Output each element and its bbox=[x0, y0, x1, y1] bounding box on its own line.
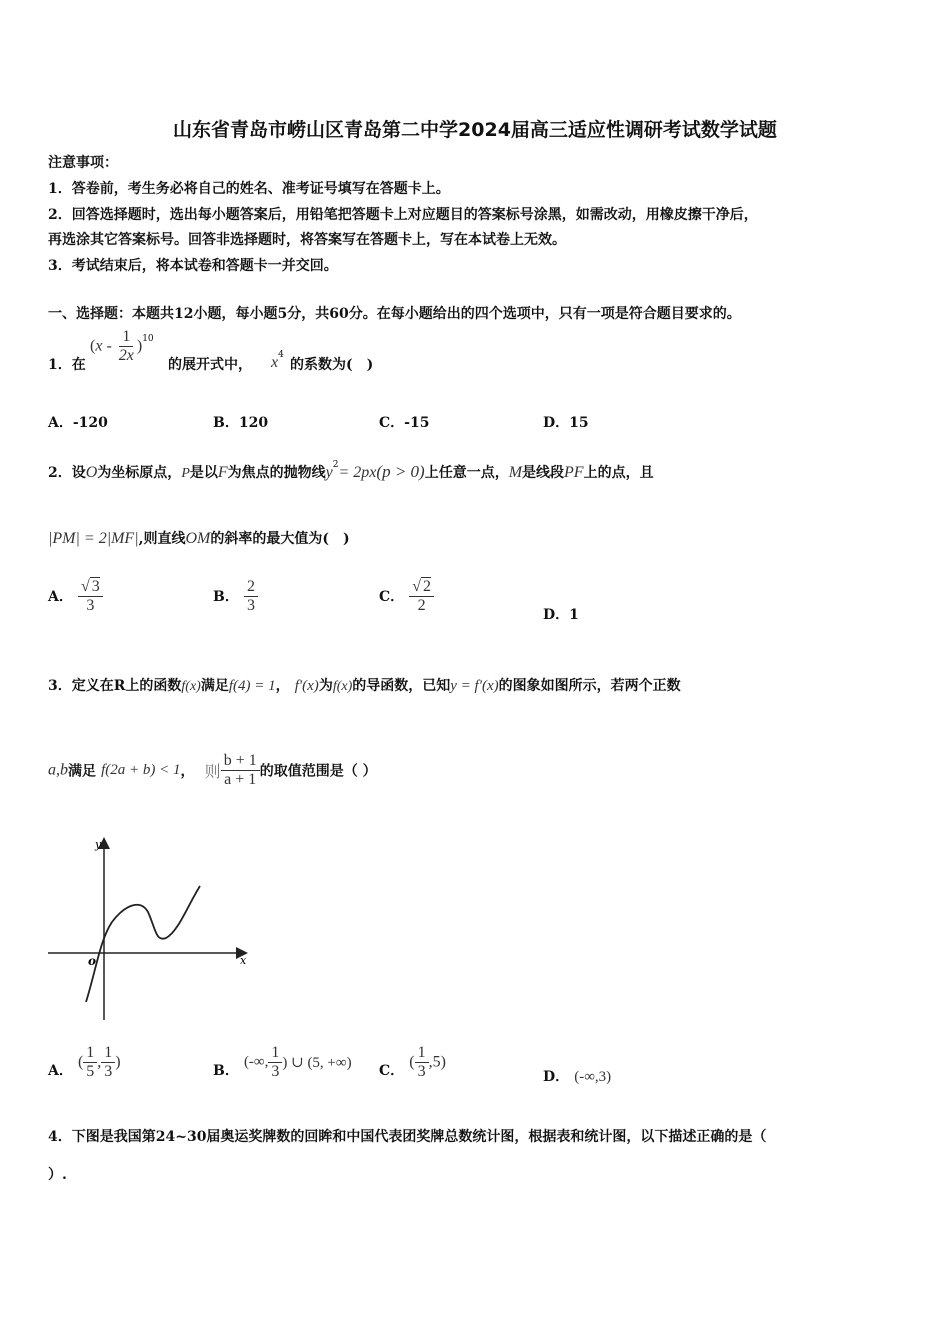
option-label: A． bbox=[48, 589, 73, 605]
math-exp: 2 bbox=[332, 460, 339, 470]
q3-line2 bbox=[48, 752, 377, 789]
q2-line2 bbox=[48, 525, 350, 552]
q1-option-a bbox=[48, 412, 108, 432]
notice-heading: 注意事项： bbox=[48, 155, 118, 171]
q3-text: ， bbox=[180, 763, 195, 780]
q2-text: 为坐标原点， bbox=[97, 465, 182, 481]
math-text: , bbox=[97, 1053, 102, 1071]
q1-paren-close: ) bbox=[136, 337, 143, 355]
q3-line1 bbox=[48, 672, 681, 700]
q3-option-d bbox=[543, 1066, 611, 1086]
notice-item: 3．考试结束后，将本试卷和答题卡一并交回。 bbox=[48, 258, 338, 274]
notice-item: 2．回答选择题时，选出每小题答案后，用铅笔把答题卡上对应题目的答案标号涂黑，如需改动，用橡皮擦干净后， bbox=[48, 207, 758, 223]
math-P: P bbox=[181, 466, 190, 481]
q4-line1: 4．下图是我国第24~30届奥运奖牌数的回眸和中国代表团奖牌总数统计图，根据表和统计图，以下描述正确的是（ bbox=[48, 1129, 767, 1145]
frac-den: 3 bbox=[271, 1063, 280, 1080]
math-OM: OM bbox=[185, 530, 211, 547]
q1-option-c bbox=[379, 412, 429, 432]
derivative-graph bbox=[40, 830, 260, 1030]
q1-frac-num: 1 bbox=[119, 328, 133, 347]
frac-num: 2 bbox=[244, 578, 258, 597]
section-heading: 一、选择题：本题共12小题，每小题5分，共60分。在每小题给出的四个选项中，只有一项是符合题目要求的。 bbox=[48, 306, 741, 322]
math-fx: f(x) bbox=[181, 679, 201, 694]
math-f4: f(4) = 1 bbox=[228, 678, 276, 694]
math-fpx: f′(x) bbox=[294, 678, 319, 694]
q1-x4: x bbox=[271, 354, 279, 371]
math-ab: a,b bbox=[48, 761, 68, 779]
frac-den: 5 bbox=[86, 1063, 95, 1080]
option-label: B． bbox=[213, 1063, 239, 1079]
math-text: ( bbox=[77, 1053, 84, 1071]
q1-prefix: 1．在 bbox=[48, 357, 86, 373]
option-label: C． bbox=[379, 415, 405, 431]
origin-label: o bbox=[88, 954, 97, 968]
x-axis-label: x bbox=[240, 954, 247, 967]
frac-num: 1 bbox=[415, 1044, 429, 1063]
option-label: D． bbox=[543, 415, 570, 431]
math-y: y bbox=[325, 464, 333, 481]
q3-text: 的取值范围是（ ） bbox=[259, 763, 377, 780]
q3-text: 满足 bbox=[200, 678, 229, 694]
q2-option-b bbox=[213, 578, 258, 615]
option-label: A． bbox=[48, 1063, 73, 1079]
q1-exponent: 10 bbox=[142, 334, 154, 344]
q4-line2: ）. bbox=[48, 1167, 67, 1183]
option-label: B． bbox=[213, 415, 239, 431]
math-cond: (p > 0) bbox=[376, 462, 425, 481]
math-F: F bbox=[217, 464, 228, 481]
frac-den: a + 1 bbox=[224, 771, 257, 788]
q3-text: 的图象如图所示，若两个正数 bbox=[498, 678, 681, 694]
option-value: -120 bbox=[72, 415, 108, 431]
q2-text: 上任意一点， bbox=[424, 465, 509, 481]
q2-prefix: 2．设 bbox=[48, 465, 86, 481]
q3-option-b bbox=[213, 1044, 352, 1081]
math-ineq: f(2a + b) < 1 bbox=[101, 762, 181, 778]
q3-text: 则 bbox=[204, 764, 221, 781]
q2-option-a: A． $\frac{√ 3}{3}$ bbox=[48, 578, 103, 615]
q1-x: x bbox=[95, 337, 103, 355]
page-title: 山东省青岛市崂山区青岛第二中学2024届高三适应性调研考试数学试题 bbox=[173, 119, 777, 141]
frac-num: 3 bbox=[91, 578, 100, 595]
math-cond2: |PM| = 2|MF| bbox=[48, 530, 139, 547]
derivative-curve bbox=[86, 886, 200, 1002]
q3-prefix: 3．定义在R上的函数 bbox=[48, 678, 182, 694]
math-text: ) bbox=[115, 1053, 121, 1071]
q3-text: 满足 bbox=[68, 763, 96, 780]
option-value: 1 bbox=[569, 607, 579, 623]
option-label: B． bbox=[213, 589, 239, 605]
notice-item: 1．答卷前，考生务必将自己的姓名、准考证号填写在答题卡上。 bbox=[48, 181, 450, 197]
math-fx: f(x) bbox=[332, 679, 353, 694]
q2-option-c: C． $\frac{√ 2}{2}$ bbox=[379, 578, 434, 615]
q3-option-a bbox=[48, 1044, 121, 1081]
q2-text: 是以 bbox=[189, 465, 218, 481]
math-yfp: y = f′(x) bbox=[450, 678, 499, 694]
math-eq: = 2px bbox=[338, 464, 377, 481]
option-label: C． bbox=[379, 1063, 405, 1079]
q1-option-d bbox=[543, 412, 589, 432]
q3-text: ， bbox=[275, 678, 290, 694]
q1-expression bbox=[90, 328, 154, 365]
q1-frac-den: 2x bbox=[118, 347, 134, 364]
math-text: ( bbox=[409, 1053, 415, 1071]
q3-text: 为 bbox=[318, 678, 333, 694]
option-value: 15 bbox=[569, 415, 589, 431]
q3-option-c bbox=[379, 1044, 446, 1081]
frac-den: 3 bbox=[246, 597, 255, 614]
y-axis-label: y bbox=[95, 838, 102, 851]
q2-text: 上的点，且 bbox=[583, 465, 654, 481]
q1-option-b bbox=[213, 412, 268, 432]
frac-num: 1 bbox=[101, 1044, 115, 1063]
q1-x4-exp: 4 bbox=[278, 350, 284, 360]
q2-text: 是线段 bbox=[522, 465, 565, 481]
q2-option-d bbox=[543, 604, 579, 624]
option-value: -15 bbox=[404, 415, 430, 431]
option-label: C． bbox=[379, 589, 405, 605]
q2-text: 的斜率的最大值为( ) bbox=[210, 531, 350, 547]
option-label: A． bbox=[48, 415, 73, 431]
math-O: O bbox=[85, 464, 98, 481]
frac-num: 1 bbox=[83, 1044, 97, 1063]
math-text: ,5) bbox=[428, 1053, 446, 1071]
q2-text: 为焦点的抛物线 bbox=[227, 465, 326, 481]
frac-den: 3 bbox=[86, 597, 95, 614]
option-label: D． bbox=[543, 1069, 570, 1085]
math-text: ) ∪ (5, +∞) bbox=[282, 1055, 352, 1071]
q1-mid: 的展开式中， bbox=[168, 357, 252, 373]
q2-line1 bbox=[48, 452, 654, 487]
q1-suffix: 的系数为( ) bbox=[290, 357, 374, 373]
math-text: (-∞,3) bbox=[574, 1069, 612, 1085]
q3-text: 的导函数，已知 bbox=[352, 678, 451, 694]
option-label: D． bbox=[543, 607, 570, 623]
frac-num: b + 1 bbox=[221, 752, 260, 771]
q2-text: ,则直线 bbox=[138, 531, 186, 547]
notice-item: 再选涂其它答案标号。回答非选择题时，将答案写在答题卡上，写在本试卷上无效。 bbox=[48, 232, 566, 248]
q1-paren-open: ( bbox=[90, 337, 96, 355]
frac-num: 2 bbox=[423, 578, 432, 595]
math-M: M bbox=[508, 464, 523, 481]
q1-minus: - bbox=[102, 337, 116, 355]
math-text: (-∞, bbox=[243, 1054, 269, 1070]
frac-den: 3 bbox=[104, 1063, 113, 1080]
frac-den: 2 bbox=[417, 597, 426, 614]
math-PF: PF bbox=[564, 464, 584, 481]
frac-den: 3 bbox=[417, 1063, 426, 1080]
frac-num: 1 bbox=[268, 1044, 282, 1063]
option-value: 120 bbox=[238, 415, 269, 431]
